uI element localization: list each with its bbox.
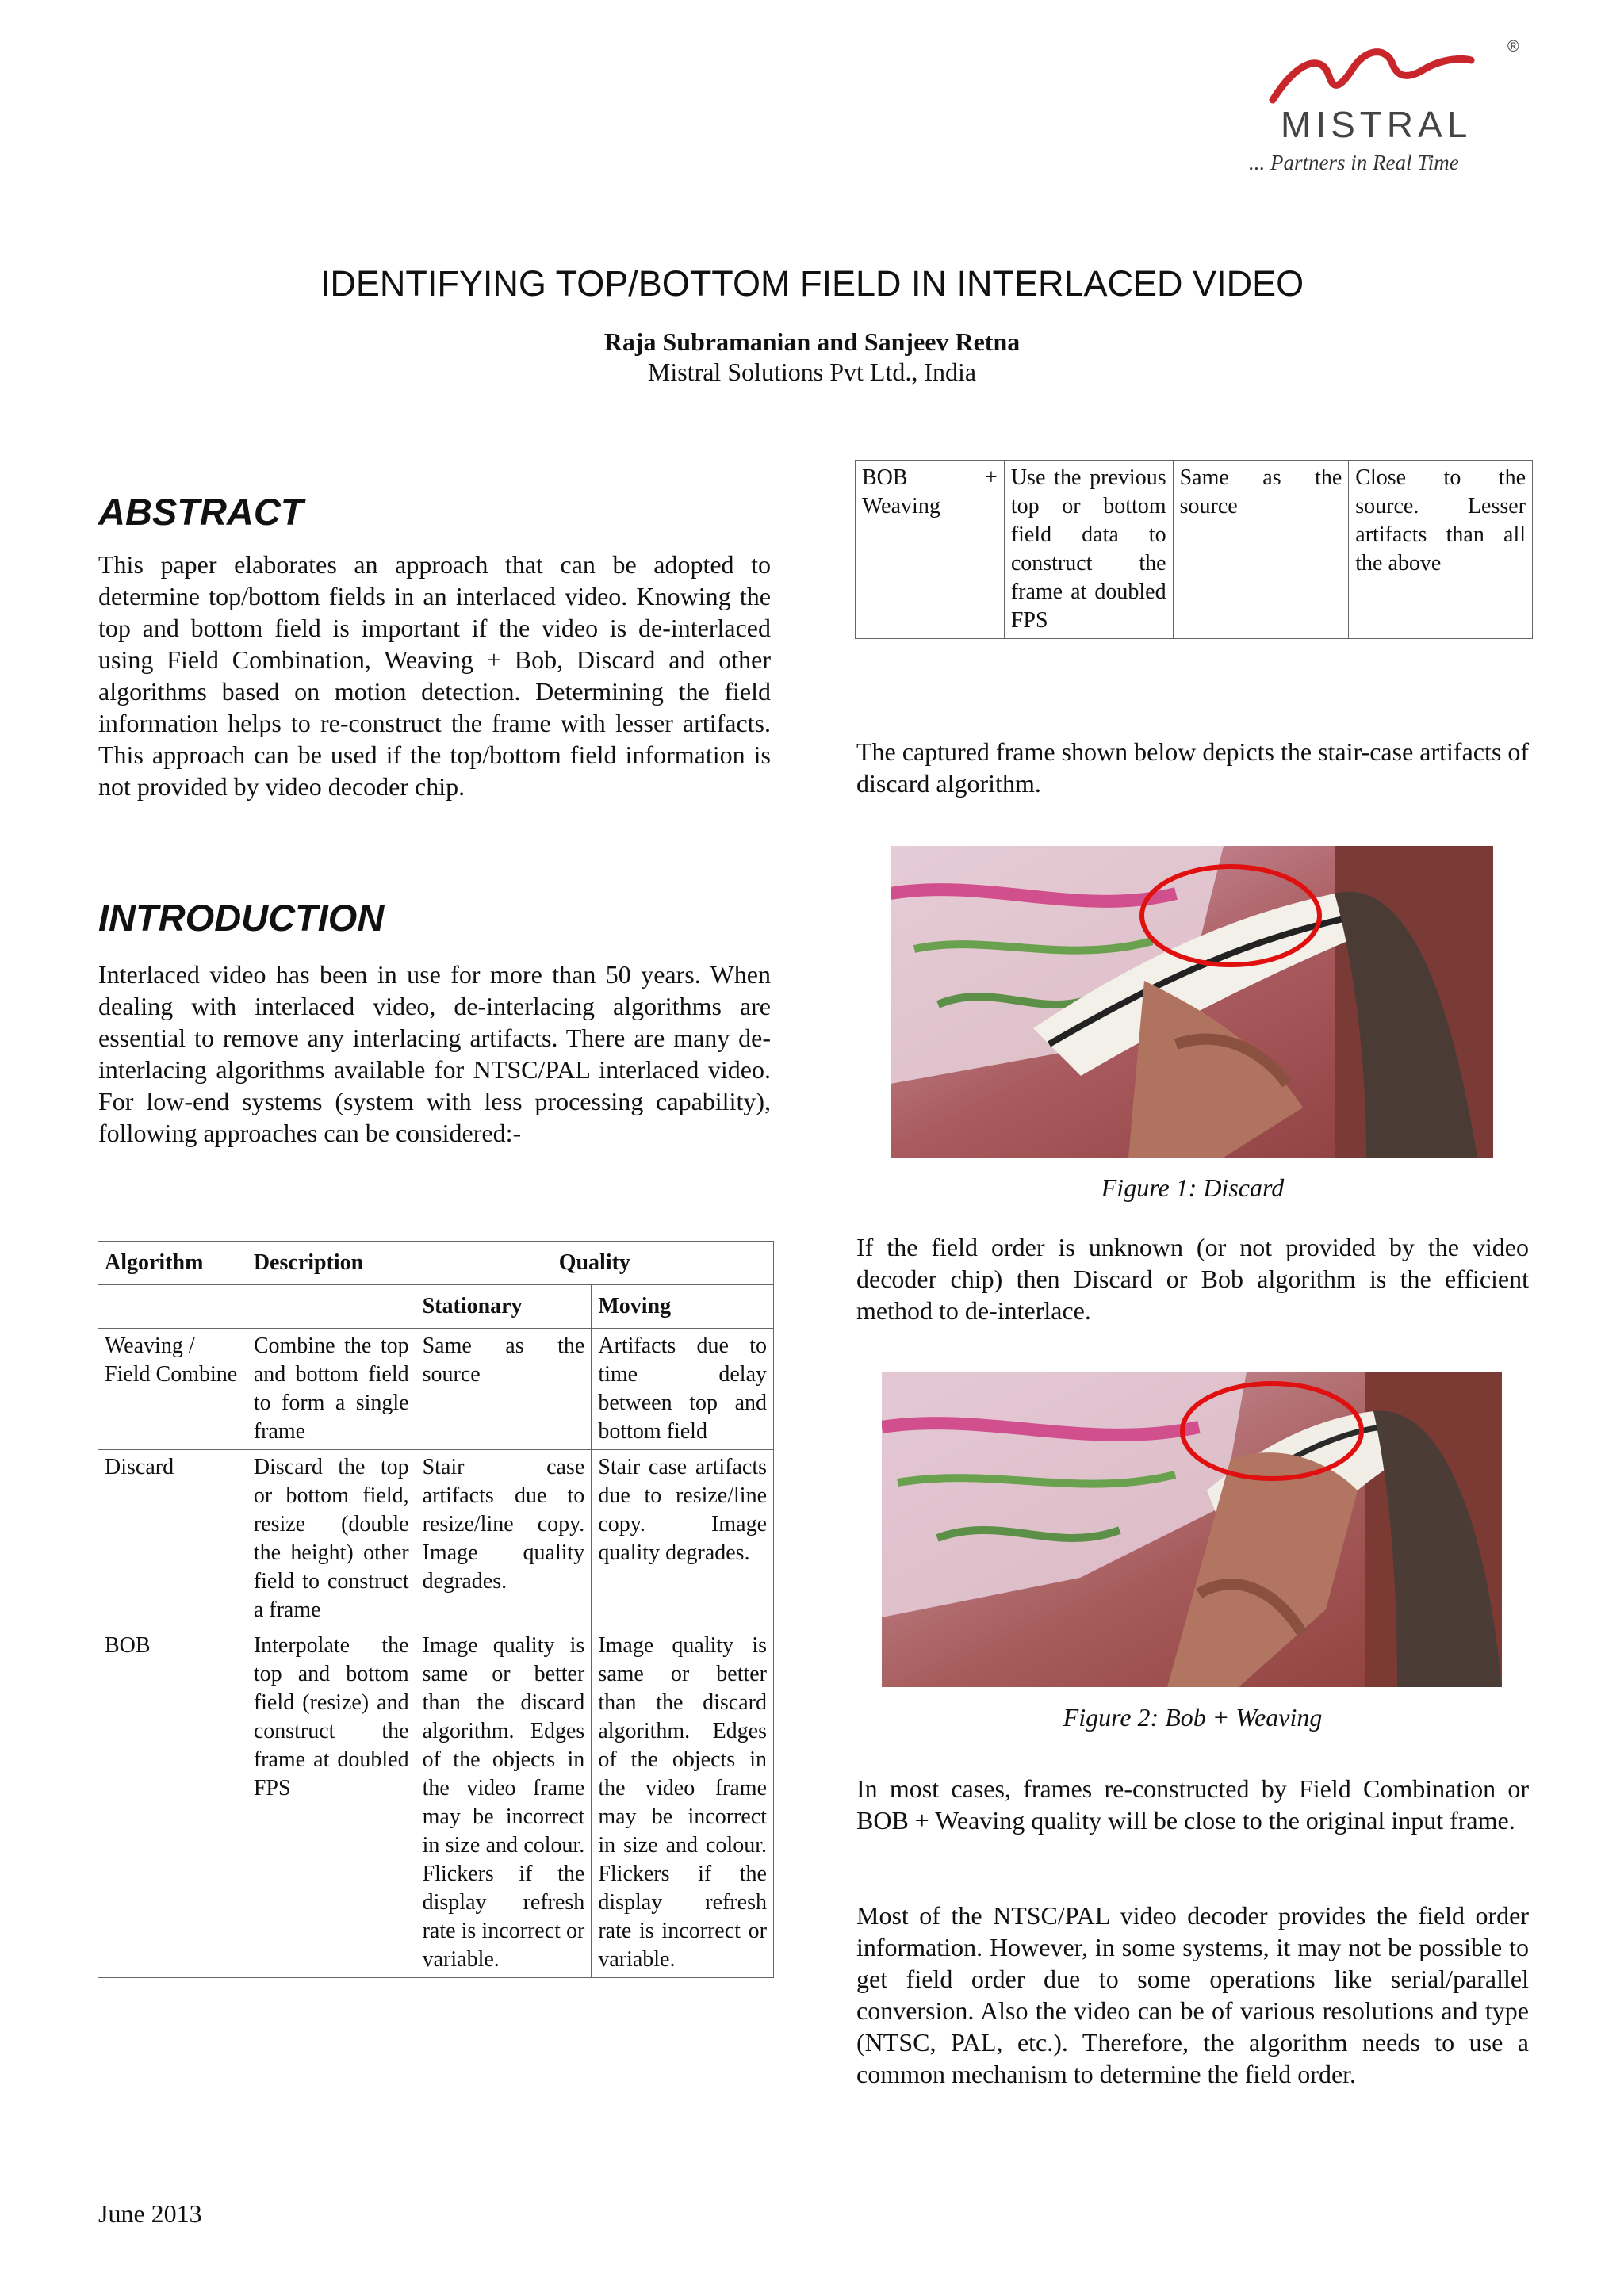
table-row [856,461,1533,639]
paper-authors: Raja Subramanian and Sanjeev Retna [603,327,1021,356]
cell-moving: Image quality is same or better than the discard algorithm. Edges of the objects in the video frame may be incorrect in size and colour. Flickers if the display refresh rate is incorrect or variable. [592,1628,774,1978]
cell-algorithm: Weaving / Field Combine [98,1329,247,1450]
cell-description: Use the previous top or bottom field data to construct the frame at doubled FPS [1004,461,1173,639]
header-algorithm: Algorithm [98,1242,247,1285]
header-description: Description [247,1242,416,1285]
figure-2-image [882,1372,1502,1687]
logo-name: MISTRAL [1281,104,1473,145]
figure-1-caption: Figure 1: Discard [1101,1173,1285,1202]
cell-description: Discard the top or bottom field, resize (double the height) other field to construct a frame [247,1450,416,1628]
table-row [98,1329,774,1450]
cell-description: Combine the top and bottom field to form a single frame [247,1329,416,1450]
cell-stationary: Stair case artifacts due to resize/line copy. Image quality degrades. [416,1450,592,1628]
table-subheader-row [98,1285,774,1329]
cell-stationary: Same as the source [416,1329,592,1450]
header-moving: Moving [592,1285,774,1329]
registered-mark: ® [1507,38,1519,55]
mistral-logo [1233,38,1534,181]
paper-title: IDENTIFYING TOP/BOTTOM FIELD IN INTERLACED VIDEO [320,263,1304,304]
cell-moving: Stair case artifacts due to resize/line copy. Image quality degrades. [592,1450,774,1628]
header-quality: Quality [416,1242,773,1285]
most-cases-text: In most cases, frames re-constructed by Field Combination or BOB + Weaving quality will be close to the original input frame. [856,1774,1529,1835]
table-header-row [98,1242,774,1285]
cell-algorithm: Discard [98,1450,247,1628]
figure-1-image [891,846,1493,1158]
algorithm-table-continued [855,460,1533,639]
cell-moving: Artifacts due to time delay between top and bottom field [592,1329,774,1450]
algorithm-table [98,1241,774,1978]
paper-affiliation: Mistral Solutions Pvt Ltd., India [647,358,977,386]
logo-tagline: ... Partners in Real Time [1249,151,1459,174]
empty-cell [98,1285,247,1329]
cell-stationary: Image quality is same or better than the discard algorithm. Edges of the objects in the video frame may be incorrect in size and colour. Flickers if the display refresh rate is incorrect or variable. [416,1628,592,1978]
cell-moving: Close to the source. Lesser artifacts than all the above [1349,461,1533,639]
cell-algorithm: BOB + Weaving [856,461,1005,639]
cell-stationary: Same as the source [1173,461,1349,639]
abstract-heading: ABSTRACT [98,491,304,533]
footer-date: June 2013 [98,2199,202,2228]
cell-algorithm: BOB [98,1628,247,1978]
field-order-text: If the field order is unknown (or not provided by the video decoder chip) then Discard or Bob algorithm is the efficient method to de-interlace. [856,1233,1529,1325]
table-row [98,1628,774,1978]
header-stationary: Stationary [416,1285,592,1329]
introduction-text: Interlaced video has been in use for more than 50 years. When dealing with interlaced video, de-interlacing algorithms are essential to remove any interlacing artifacts. There are many de-interlacing algorithms available for NTSC/PAL interlaced video. For low-end systems (system with less processing capability), following approaches can be considered:- [98,960,771,1147]
abstract-text: This paper elaborates an approach that can be adopted to determine top/bottom fields in an interlaced video. Knowing the top and bottom field is important if the video is de-interlaced using Field Combination, Weaving + Bob, Discard and other algorithms based on motion detection. Determining the field information helps to re-construct the frame with lesser artifacts. This approach can be used if the top/bottom field information is not provided by video decoder chip. [98,550,771,801]
ntsc-pal-text: Most of the NTSC/PAL video decoder provides the field order information. However, in some systems, it may not be possible to get field order due to some operations like serial/parallel conversion. Also the video can be of various resolutions and type (NTSC, PAL, etc.). Therefore, the algorithm needs to use a common mechanism to determine the field order. [856,1901,1529,2088]
table-row [98,1450,774,1628]
discard-frame-photo [891,846,1493,1158]
empty-cell [247,1285,416,1329]
figure-2-caption: Figure 2: Bob + Weaving [1063,1703,1323,1732]
captured-frame-text: The captured frame shown below depicts the stair-case artifacts of discard algorithm. [856,737,1529,798]
introduction-heading: INTRODUCTION [98,897,385,939]
bob-weaving-frame-photo [882,1372,1502,1687]
cell-description: Interpolate the top and bottom field (resize) and construct the frame at doubled FPS [247,1628,416,1978]
